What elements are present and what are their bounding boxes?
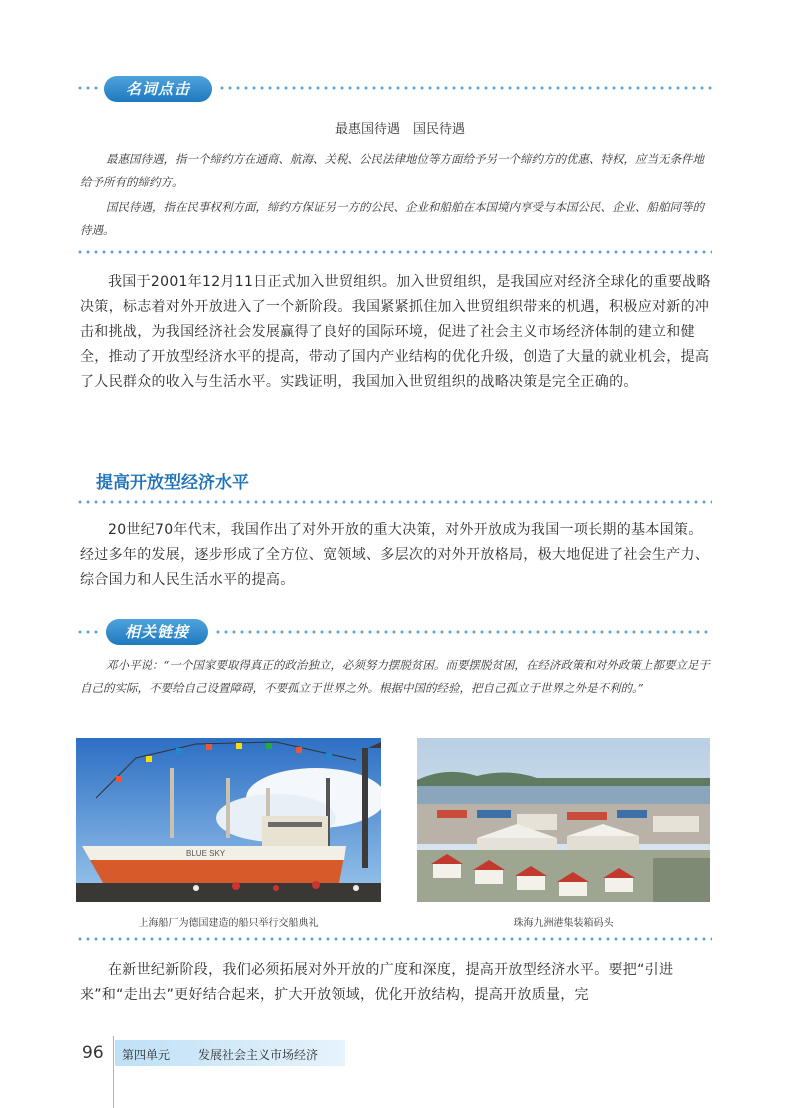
deng-xiaoping-quote: 邓小平说：“一个国家要取得真正的政治独立，必须努力摆脱贫困。而要摆脱贫困，在经济政策和对外政策上都要立足于自己的实际，不要给自己设置障碍，不要孤立于世界之外。根据中国的经验，把自己孤立于世界之外是不利的。”	[80, 658, 710, 695]
definition-most-favored-nation: 最惠国待遇，指一个缔约方在通商、航海、关税、公民法律地位等方面给予另一个缔约方的优惠、特权，应当无条件地给予所有的缔约方。	[80, 152, 704, 189]
footer-unit-title: 发展社会主义市场经济	[198, 1048, 319, 1062]
link-top-rule-left	[76, 630, 100, 634]
link-top-rule-right	[214, 630, 712, 634]
zhuhai-port-illustration	[417, 738, 710, 902]
definition-national-treatment: 国民待遇，指在民事权利方面，缔约方保证另一方的公民、企业和船舶在本国境内享受与本国公民、企业、船舶同等的待遇。	[80, 200, 704, 237]
photo-ship-ceremony	[76, 738, 381, 902]
terms-heading: 最惠国待遇 国民待遇	[334, 122, 465, 137]
ship-ceremony-illustration	[76, 738, 381, 902]
terms-top-rule-left	[76, 86, 100, 90]
page-number: 96	[82, 1043, 104, 1063]
link-bottom-rule	[76, 937, 712, 941]
section-title: 提高开放型经济水平	[96, 473, 249, 493]
paragraph-new-stage: 在新世纪新阶段，我们必须拓展对外开放的广度和深度，提高开放型经济水平。要把“引进来”和“走出去”更好结合起来，扩大开放领域，优化开放结构，提高开放质量，完	[80, 962, 674, 1003]
footer-vertical-rule	[113, 1036, 114, 1108]
terms-top-rule-right	[218, 86, 712, 90]
footer-unit: 第四单元	[122, 1048, 171, 1062]
section-rule	[76, 500, 712, 504]
paragraph-opening: 20世纪70年代末，我国作出了对外开放的重大决策，对外开放成为我国一项长期的基本国策。经过多年的发展，逐步形成了全方位、宽领域、多层次的对外开放格局，极大地促进了社会生产力、综合国力和人民生活水平的提高。	[80, 522, 710, 588]
terms-bottom-rule	[76, 250, 712, 254]
caption-zhuhai-port: 珠海九洲港集装箱码头	[513, 918, 614, 929]
paragraph-wto: 我国于2001年12月11日正式加入世贸组织。加入世贸组织，是我国应对经济全球化的重要战略决策，标志着对外开放进入了一个新阶段。我国紧紧抓住加入世贸组织带来的机遇，积极应对新的冲击和挑战，为我国经济社会发展赢得了良好的国际环境，促进了社会主义市场经济体制的建立和健全，推动了开放型经济水平的提高，带动了国内产业结构的优化升级，创造了大量的就业机会，提高了人民群众的收入与生活水平。实践证明，我国加入世贸组织的战略决策是完全正确的。	[80, 274, 711, 390]
terms-label: 名词点击	[104, 76, 212, 102]
link-label: 相关链接	[106, 619, 208, 645]
photo-zhuhai-port	[417, 738, 710, 902]
caption-ship-ceremony: 上海船厂为德国建造的船只举行交船典礼	[138, 918, 319, 929]
ship-name-text: BLUE SKY	[186, 849, 226, 858]
